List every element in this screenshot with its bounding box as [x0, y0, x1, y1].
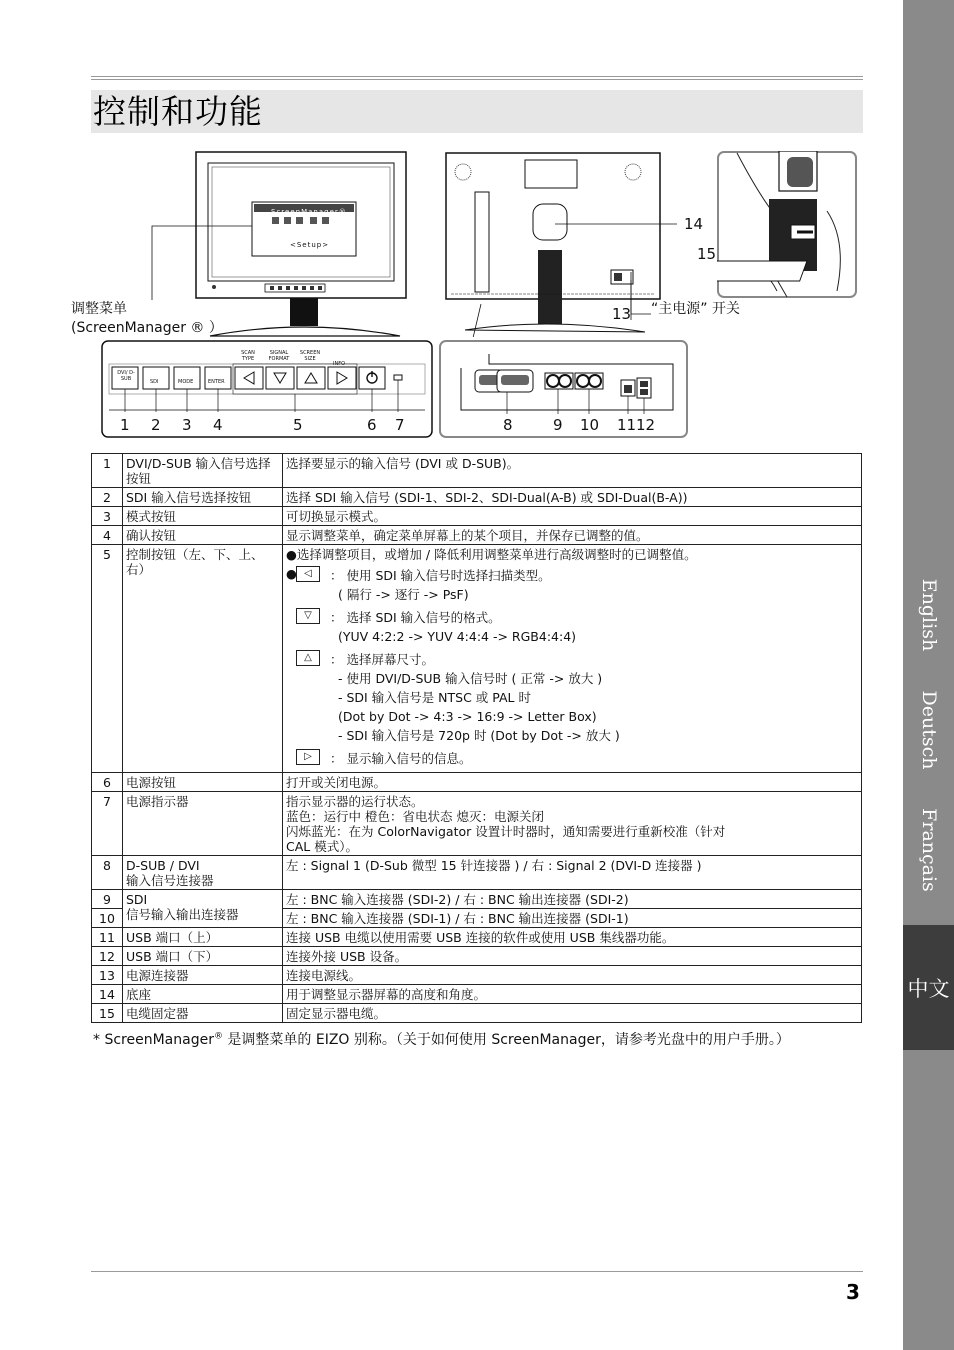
callout-number-14: 14 [684, 215, 704, 233]
language-tab-deutsch[interactable]: Deutsch [917, 690, 940, 770]
footnote [93, 1029, 790, 1049]
row-number: 8 [92, 856, 123, 890]
row-name: USB 端口（上） [123, 928, 283, 947]
row-number: 14 [92, 985, 123, 1004]
row-description: 左 : BNC 输入连接器 (SDI-2) / 右 : BNC 输出连接器 (SDI-2) [283, 890, 862, 909]
table-row [92, 488, 862, 507]
callout-number-5: 5 [293, 416, 303, 434]
row-name [123, 856, 283, 890]
row-description: 可切换显示模式。 [283, 507, 862, 526]
table-row [92, 1004, 862, 1023]
row-name: 确认按钮 [123, 526, 283, 545]
down-button-detail: (YUV 4:2:2 -> YUV 4:4:4 -> RGB4:4:4) [338, 629, 577, 644]
row-number: 13 [92, 966, 123, 985]
callout-number-4: 4 [213, 416, 223, 434]
row-name [123, 890, 283, 928]
up-button-detail-2: - SDI 输入信号是 NTSC 或 PAL 时 [338, 690, 531, 705]
row-name: 控制按钮（左、下、上、右） [123, 545, 283, 773]
panel-label-enter: ENTER [208, 379, 225, 385]
row-number: 3 [92, 507, 123, 526]
row-number: 1 [92, 454, 123, 488]
panel-label-dvi-dsub: DVI/ D-SUB [117, 370, 135, 382]
table-row [92, 773, 862, 792]
row-name: 底座 [123, 985, 283, 1004]
row-name-line-2: 输入信号连接器 [126, 873, 214, 888]
callout-main-power-switch: “主电源” 开关 [651, 301, 740, 317]
language-tab-chinese[interactable]: 中文 [903, 925, 954, 1050]
bullet-dot: ● [286, 566, 297, 581]
callout-menu-line2: (ScreenManager ® ） [71, 320, 223, 336]
osd-title-text: ScreenManager® [271, 208, 347, 216]
callout-number-7: 7 [395, 416, 405, 434]
table-row [92, 454, 862, 488]
top-rule [91, 76, 863, 80]
panel-label-mode: MODE [178, 379, 194, 385]
main-power-leader [629, 270, 653, 320]
left-button-detail: ( 隔行 -> 逐行 -> PsF) [338, 587, 469, 602]
table-row [92, 985, 862, 1004]
osd-setup-text: <Setup> [290, 241, 330, 249]
callout-number-8: 8 [503, 416, 513, 434]
up-button-detail-1: - 使用 DVI/D-SUB 输入信号时 ( 正常 -> 放大 ) [338, 671, 603, 686]
row-description: 显示调整菜单，确定菜单屏幕上的某个项目，并保存已调整的值。 [283, 526, 862, 545]
left-button-desc: ： 使用 SDI 输入信号时选择扫描类型。 [330, 568, 551, 583]
indicator-line-4: CAL 模式）。 [286, 839, 358, 854]
callout-number-12: 12 [636, 416, 656, 434]
row-name: 电缆固定器 [123, 1004, 283, 1023]
row-description: 连接电源线。 [283, 966, 862, 985]
row-description [283, 792, 862, 856]
panel-label-scan-type: SCAN TYPE [241, 350, 255, 362]
indicator-line-3: 闪烁蓝光：在为 ColorNavigator 设置计时器时，通知需要进行重新校准（针对 [286, 824, 726, 839]
callout-number-15: 15 [697, 245, 717, 263]
row-number: 11 [92, 928, 123, 947]
callout-menu-line1: 调整菜单 [71, 301, 127, 317]
cable-holder-illustration [717, 151, 857, 298]
row-name-line-1: SDI [126, 892, 148, 907]
row-description: 用于调整显示器屏幕的高度和角度。 [283, 985, 862, 1004]
control-button-left-row [286, 566, 858, 604]
panel-label-sdi: SDI [150, 379, 159, 385]
footnote-prefix: * ScreenManager [93, 1032, 214, 1048]
indicator-line-2: 蓝色：运行中 橙色：省电状态 熄灭：电源关闭 [286, 809, 544, 824]
row-description: 左 : Signal 1 (D-Sub 微型 15 针连接器 ) / 右 : Signal 2 (DVI-D 连接器 ) [283, 856, 862, 890]
table-row [92, 928, 862, 947]
row-name-line-2: 信号输入输出连接器 [126, 907, 239, 922]
callout-number-6: 6 [367, 416, 377, 434]
table-row [92, 856, 862, 890]
row-description: 固定显示器电缆。 [283, 1004, 862, 1023]
row-name: SDI 输入信号选择按钮 [123, 488, 283, 507]
down-button-desc: ： 选择 SDI 输入信号的格式。 [330, 610, 501, 625]
control-buttons-intro: ●选择调整项目，或增加 / 降低利用调整菜单进行高级调整时的已调整值。 [286, 547, 697, 562]
down-arrow-icon: ▽ [296, 608, 320, 624]
callout-number-2: 2 [151, 416, 161, 434]
row-number: 5 [92, 545, 123, 773]
table-row [92, 966, 862, 985]
row-name: 模式按钮 [123, 507, 283, 526]
row-number: 6 [92, 773, 123, 792]
callout-number-13: 13 [612, 305, 632, 323]
up-button-desc: ： 选择屏幕尺寸。 [330, 652, 434, 667]
row-number: 4 [92, 526, 123, 545]
row-description [283, 545, 862, 773]
up-arrow-icon: △ [296, 650, 320, 666]
row-description: 选择 SDI 输入信号 (SDI-1、SDI-2、SDI-Dual(A-B) 或 SDI-Dual(B-A)) [283, 488, 862, 507]
table-row [92, 507, 862, 526]
right-button-desc: ： 显示输入信号的信息。 [330, 751, 472, 766]
control-button-down-row [286, 608, 858, 646]
callout-number-3: 3 [182, 416, 192, 434]
footnote-registered-mark: ® [213, 1031, 223, 1042]
row-description: 左 : BNC 输入连接器 (SDI-1) / 右 : BNC 输出连接器 (SDI-1) [283, 909, 862, 928]
panel-label-screen-size: SCREEN SIZE [299, 350, 321, 362]
table-row [92, 545, 862, 773]
page-title: 控制和功能 [93, 92, 263, 131]
table-row [92, 947, 862, 966]
up-button-detail-3: (Dot by Dot -> 4:3 -> 16:9 -> Letter Box) [338, 709, 597, 724]
row-name: DVI/D-SUB 输入信号选择按钮 [123, 454, 283, 488]
row-number: 7 [92, 792, 123, 856]
controls-function-table [91, 453, 862, 1023]
row-number: 9 [92, 890, 123, 909]
language-tab-english[interactable]: English [917, 578, 940, 652]
page-number: 3 [846, 1280, 860, 1304]
callout-number-9: 9 [553, 416, 563, 434]
control-button-up-row [286, 650, 858, 745]
table-row [92, 526, 862, 545]
row-description: 选择要显示的输入信号 (DVI 或 D-SUB)。 [283, 454, 862, 488]
row-name: 电源按钮 [123, 773, 283, 792]
panel-label-info: INFO [333, 361, 346, 367]
row-name: 电源连接器 [123, 966, 283, 985]
row-number: 10 [92, 909, 123, 928]
up-button-detail-4: - SDI 输入信号是 720p 时 (Dot by Dot -> 放大 ) [338, 728, 620, 743]
indicator-line-1: 指示显示器的运行状态。 [286, 794, 424, 809]
left-arrow-icon: ◁ [296, 566, 320, 582]
callout-number-10: 10 [580, 416, 600, 434]
row-number: 12 [92, 947, 123, 966]
front-monitor-illustration [150, 150, 420, 340]
bottom-rule [91, 1271, 863, 1272]
right-arrow-icon: ▷ [296, 749, 320, 765]
row-description: 连接外接 USB 设备。 [283, 947, 862, 966]
row-description: 打开或关闭电源。 [283, 773, 862, 792]
row-description: 连接 USB 电缆以使用需要 USB 连接的软件或使用 USB 集线器功能。 [283, 928, 862, 947]
footnote-text: 是调整菜单的 EIZO 别称。（关于如何使用 ScreenManager，请参考光盘中的用户手册。） [222, 1032, 790, 1048]
row-number: 15 [92, 1004, 123, 1023]
control-button-right-row [286, 749, 858, 768]
row-name: 电源指示器 [123, 792, 283, 856]
language-tab-francais[interactable]: Français [917, 808, 940, 892]
row-number: 2 [92, 488, 123, 507]
callout-number-11: 11 [617, 416, 637, 434]
callout-number-1: 1 [120, 416, 130, 434]
row-name: USB 端口（下） [123, 947, 283, 966]
row-name-line-1: D-SUB / DVI [126, 858, 200, 873]
panel-label-signal-format: SIGNAL FORMAT [268, 350, 290, 362]
table-row [92, 792, 862, 856]
table-row [92, 890, 862, 909]
